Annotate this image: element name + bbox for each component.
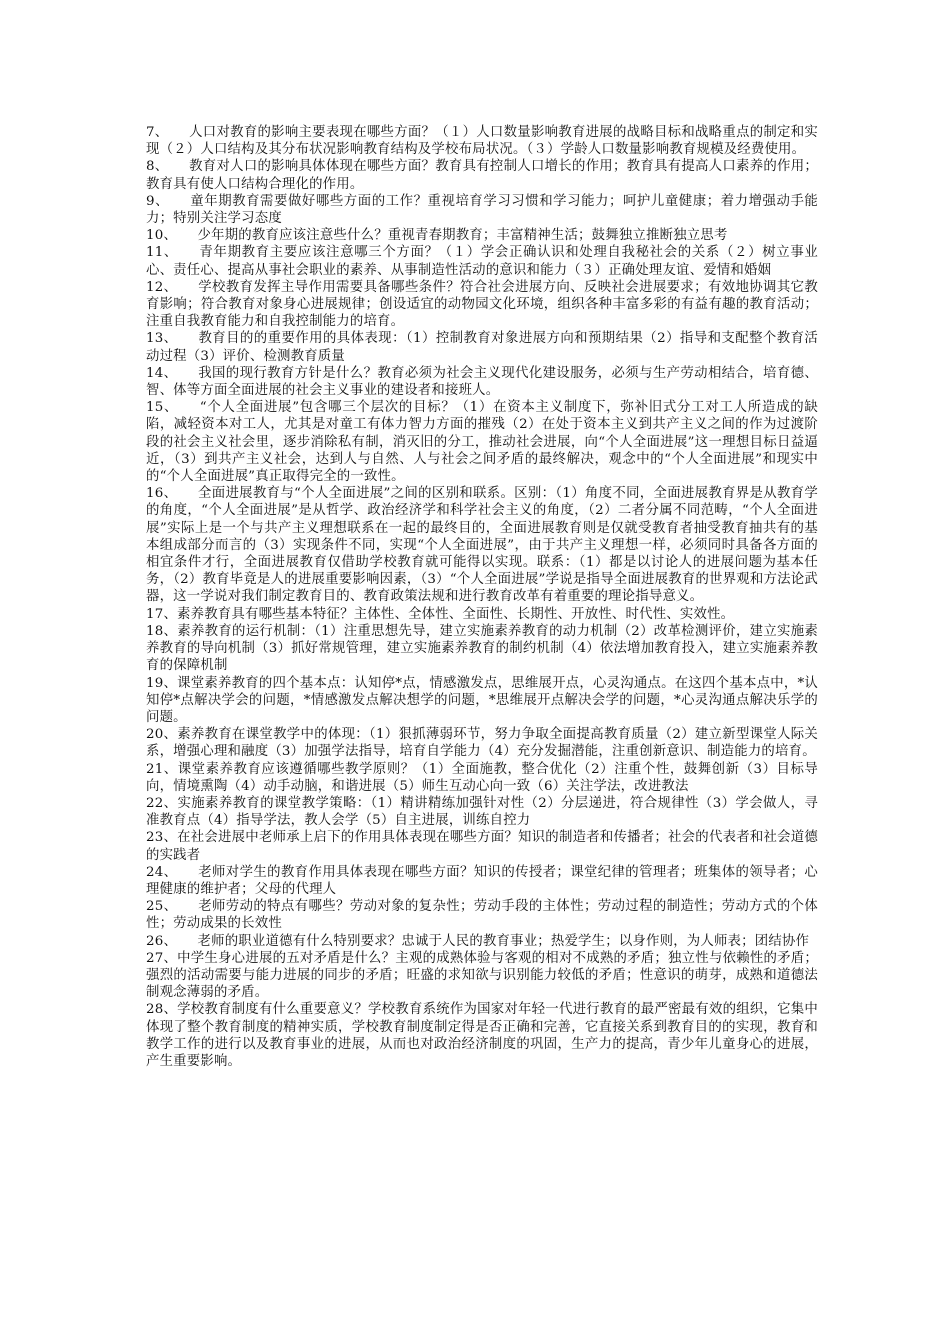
- item-text: 教育目的的重要作用的具体表现：（1）控制教育对象进展方向和预期结果（2）指导和支配整个教育活动过程（3）评价、检测教育质量: [146, 331, 818, 364]
- paragraph-28: [146, 1001, 818, 1070]
- item-number: 13、: [146, 331, 171, 347]
- item-number: 20、: [146, 727, 178, 743]
- document-page: [146, 124, 818, 1070]
- paragraph-17: [146, 606, 818, 623]
- paragraph-27: [146, 950, 818, 1002]
- paragraph-23: [146, 829, 818, 863]
- paragraph-10: [146, 227, 818, 244]
- item-text: 少年期的教育应该注意些什么？重视青春期教育；丰富精神生活；鼓舞独立推断独立思考: [170, 228, 728, 244]
- paragraph-16: [146, 485, 818, 605]
- item-text: 全面进展教育与“个人全面进展”之间的区别和联系。区别：（1）角度不同，全面进展教育界是从教育学的角度，“个人全面进展”是从哲学、政治经济学和科学社会主义的角度，（2）二者分属不同范畴，“个人全面进展”实际上是一个与共产主义理想联系在一起的最终目的，全面进展教育则是仅就受教育者抽受教育抽共有的基本组成部分而言的（3）实现条件不同，实现“个人全面进展”，由于共产主义理想一样，必须同时具备各方面的相宜条件才行，全面进展教育仅借助学校教育就可能得以实现。联系：（1）都是以讨论人的进展问题为基本任务，（2）教育毕竟是人的进展重要影响因素，（3）“个人全面进展”学说是指导全面进展教育的世界观和方法论武器，这一学说对我们制定教育目的、教育政策法规和进行教育改革有着重要的理论指导意义。: [146, 486, 818, 605]
- paragraph-11: [146, 244, 818, 278]
- item-text: 学校教育发挥主导作用需要具备哪些条件？符合社会进展方向、反映社会进展要求；有效地协调其它教育影响；符合教育对象身心进展规律；创设适宜的动物园文化环境，组织各种丰富多彩的有益有趣的教育活动；注重自我教育能力和自我控制能力的培育。: [146, 279, 818, 330]
- item-text: 人口对教育的影响主要表现在哪些方面？（１）人口数量影响教育进展的战略目标和战略重点的制定和实现（２）人口结构及其分布状况影响教育结构及学校布局状况。（３）学龄人口数量影响教育规模及经费使用。: [146, 125, 818, 158]
- item-text: 老师的职业道德有什么特别要求？忠诚于人民的教育事业；热爱学生；以身作则，为人师表；团结协作: [170, 933, 810, 949]
- item-number: 26、: [146, 933, 171, 949]
- paragraph-24: [146, 864, 818, 898]
- item-text: 老师劳动的特点有哪些？劳动对象的复杂性；劳动手段的主体性；劳动过程的制造性；劳动方式的个体性；劳动成果的长效性: [146, 899, 818, 932]
- item-text: 教育对人口的影响具体体现在哪些方面？教育具有控制人口增长的作用；教育具有提高人口素养的作用；教育具有使人口结构合理化的作用。: [146, 159, 818, 192]
- item-text: 素养教育的运行机制：（1）注重思想先导，建立实施素养教育的动力机制（2）改革检测评价，建立实施素养教育的导向机制（3）抓好常规管理，建立实施素养教育的制约机制（4）依法增加教育投入，建立实施素养教育的保障机制: [146, 623, 819, 674]
- item-number: 17、: [146, 606, 178, 622]
- item-number: 8、: [146, 159, 162, 175]
- paragraph-26: [146, 933, 818, 950]
- paragraph-14: [146, 365, 818, 399]
- item-number: 11、: [146, 245, 172, 261]
- item-number: 21、: [146, 761, 178, 777]
- paragraph-20: [146, 726, 818, 760]
- item-number: 22、: [146, 795, 178, 811]
- item-number: 28、: [146, 1002, 178, 1018]
- paragraph-19: [146, 675, 818, 727]
- paragraph-9: [146, 193, 818, 227]
- paragraph-7: [146, 124, 818, 158]
- item-number: 23、: [146, 830, 178, 846]
- item-text: 我国的现行教育方针是什么？教育必须为社会主义现代化建设服务，必须与生产劳动相结合，培育德、智、体等方面全面进展的社会主义事业的建设者和接班人。: [146, 365, 818, 399]
- item-text: “个人全面进展”包含哪三个层次的目标？（1）在资本主义制度下，弥补旧式分工对工人所造成的缺陷，减轻资本对工人，尤其是对童工有体力智力方面的摧残（2）在处于资本主义到共产主义之间的作为过渡阶段的社会主义社会里，逐步消除私有制，消灭旧的分工，推动社会进展，向“个人全面进展”这一理想目标日益逼近，（3）到共产主义社会，达到人与自然、人与社会之间矛盾的最终解决，观念中的“个人全面进展”和现实中的“个人全面进展”真正取得完全的一致性。: [146, 400, 818, 485]
- paragraph-25: [146, 898, 818, 932]
- paragraph-13: [146, 330, 818, 364]
- item-number: 12、: [146, 279, 171, 295]
- item-text: 青年期教育主要应该注意哪三个方面？（１）学会正确认识和处理自我秘社会的关系（２）树立事业心、责任心、提高从事社会职业的素养、从事制造性活动的意识和能力（３）正确处理友谊、爱情和婚姻: [146, 245, 818, 278]
- item-text: 素养教育在课堂教学中的体现：（1）狠抓薄弱环节，努力争取全面提高教育质量（2）建立新型课堂人际关系，增强心理和融度（3）加强学法指导，培育自学能力（4）充分发掘潜能，注重创新意识、制造能力的培育。: [146, 727, 819, 760]
- item-number: 14、: [146, 365, 171, 381]
- item-number: 9、: [146, 193, 163, 209]
- item-number: 25、: [146, 899, 171, 915]
- item-text: 素养教育具有哪些基本特征？主体性、全体性、全面性、长期性、开放性、时代性、实效性。: [177, 606, 735, 622]
- item-number: 7、: [146, 125, 162, 140]
- paragraph-8: [146, 158, 818, 192]
- paragraph-18: [146, 623, 818, 675]
- paragraph-15: [146, 399, 818, 485]
- item-number: 10、: [146, 228, 171, 244]
- item-number: 27、: [146, 950, 178, 966]
- item-number: 16、: [146, 486, 171, 502]
- item-text: 实施素养教育的课堂教学策略：（1）精讲精练加强针对性（2）分层递进，符合规律性（3）学会做人，寻准教育点（4）指导学法，教人会学（5）自主进展，训练自控力: [146, 795, 818, 829]
- item-text: 课堂素养教育的四个基本点：认知停*点，情感激发点，思维展开点，心灵沟通点。在这四个基本点中，*认知停*点解决学会的问题，*情感激发点解决想学的问题，*思维展开点解决会学的问题，*心灵沟通点解决乐学的问题。: [146, 675, 818, 725]
- item-text: 课堂素养教育应该遵循哪些教学原则？（1）全面施教，整合优化（2）注重个性，鼓舞创新（3）目标导向，情境熏陶（4）动手动脑，和谐进展（5）师生互动心向一致（6）关注学法，改进教法: [146, 761, 818, 794]
- item-text: 学校教育制度有什么重要意义？学校教育系统作为国家对年轻一代进行教育的最严密最有效的组织，它集中体现了整个教育制度的精神实质，学校教育制度制定得是否正确和完善，它直接关系到教育目的的实现，教育和教学工作的进行以及教育事业的进展，从而也对政治经济制度的巩固，生产力的提高，青少年儿童身心的进展，产生重要影响。: [146, 1002, 818, 1069]
- item-text: 老师对学生的教育作用具体表现在哪些方面？知识的传授者；课堂纪律的管理者；班集体的领导者；心理健康的维护者；父母的代理人: [146, 864, 818, 897]
- item-number: 24、: [146, 864, 171, 880]
- item-number: 19、: [146, 675, 178, 691]
- item-number: 18、: [146, 623, 178, 639]
- paragraph-12: [146, 279, 818, 331]
- item-number: 15、: [146, 400, 172, 416]
- paragraph-21: [146, 761, 818, 795]
- item-text: 在社会进展中老师承上启下的作用具体表现在哪些方面？知识的制造者和传播者；社会的代表者和社会道德的实践者: [146, 830, 818, 863]
- paragraph-22: [146, 795, 818, 829]
- item-text: 中学生身心进展的五对矛盾是什么？主观的成熟体验与客观的相对不成熟的矛盾；独立性与依赖性的矛盾；强烈的活动需要与能力进展的同步的矛盾；旺盛的求知欲与识别能力较低的矛盾；性意识的萌芽，成熟和道德法制观念薄弱的矛盾。: [146, 950, 818, 1001]
- item-text: 童年期教育需要做好哪些方面的工作？重视培育学习习惯和学习能力；呵护儿童健康；着力增强动手能力；特别关注学习态度: [146, 193, 818, 227]
